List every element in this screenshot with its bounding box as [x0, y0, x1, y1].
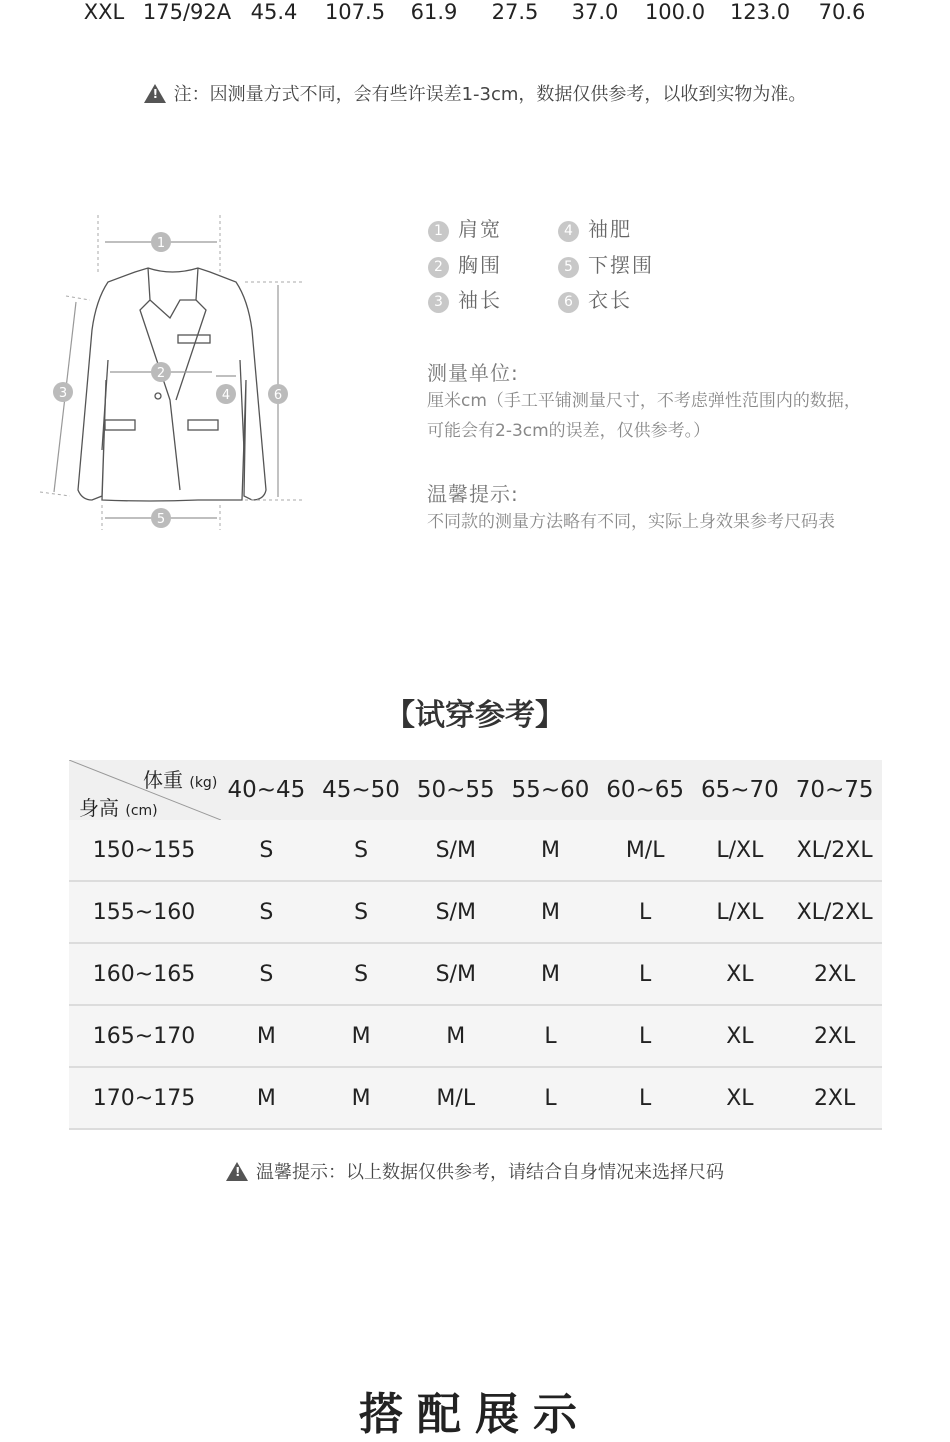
size-cell: L/XL [693, 820, 788, 881]
size-cell: 37.0 [571, 0, 619, 24]
legend-number: 4 [558, 221, 579, 242]
unit-heading: 测量单位: [427, 361, 519, 385]
legend-label: 肩宽 [458, 217, 502, 241]
size-cell: 175/92A [142, 0, 232, 24]
fit-table [69, 760, 882, 1130]
warning-icon [226, 1162, 248, 1181]
unit-line-2: 可能会有2-3cm的误差，仅供参考。） [427, 421, 711, 441]
weight-column-header: 45~50 [314, 760, 409, 820]
size-cell: 45.4 [250, 0, 298, 24]
size-cell: S [219, 820, 314, 881]
size-cell: M [314, 1005, 409, 1067]
size-cell: S/M [408, 943, 503, 1005]
size-cell: 107.5 [324, 0, 386, 24]
marker-5-label: 5 [156, 512, 166, 527]
showcase-title: 搭配展示 [359, 1389, 591, 1440]
weight-column-header: 50~55 [408, 760, 503, 820]
tip-text: 不同款的测量方法略有不同，实际上身效果参考尺码表 [427, 512, 835, 532]
measure-note [0, 80, 950, 106]
legend-number: 3 [428, 292, 449, 313]
legend-label: 衣长 [588, 288, 632, 312]
size-cell: L [503, 1067, 598, 1129]
table-row [69, 881, 882, 943]
size-cell: M [503, 881, 598, 943]
table-row [69, 820, 882, 881]
legend-item [428, 249, 502, 278]
height-cell: 165~170 [69, 1005, 219, 1067]
measure-note-text: 注：因测量方式不同，会有些许误差1-3cm，数据仅供参考，以收到实物为准。 [173, 84, 807, 105]
size-cell: 2XL [787, 1067, 882, 1129]
table-corner [69, 760, 219, 820]
marker-3-label: 3 [58, 386, 68, 401]
size-cell: XL [693, 1005, 788, 1067]
size-cell: L [598, 1067, 693, 1129]
size-cell: 61.9 [410, 0, 458, 24]
height-cell: 160~165 [69, 943, 219, 1005]
height-header [79, 792, 158, 821]
size-cell: M [219, 1067, 314, 1129]
size-cell: XL [693, 1067, 788, 1129]
fit-note-text: 温馨提示：以上数据仅供参考，请结合自身情况来选择尺码 [256, 1162, 724, 1183]
size-cell: XL/2XL [787, 881, 882, 943]
size-cell: XL [693, 943, 788, 1005]
legend-item [558, 249, 654, 278]
marker-6-label: 6 [273, 388, 283, 403]
size-cell: L [598, 943, 693, 1005]
size-cell: 123.0 [729, 0, 791, 24]
size-cell: S [314, 943, 409, 1005]
size-cell: S/M [408, 881, 503, 943]
size-cell: M [503, 943, 598, 1005]
legend-number: 1 [428, 221, 449, 242]
legend-label: 下摆围 [588, 253, 654, 277]
legend-label: 胸围 [458, 253, 502, 277]
fit-title: 【试穿参考】 [385, 698, 565, 733]
marker-4-label: 4 [221, 388, 231, 403]
legend-item [558, 284, 632, 313]
table-row [69, 1067, 882, 1129]
size-cell: S/M [408, 820, 503, 881]
weight-column-header: 40~45 [219, 760, 314, 820]
height-cell: 155~160 [69, 881, 219, 943]
legend-item [558, 213, 632, 242]
size-cell: 27.5 [491, 0, 539, 24]
weight-column-header: 60~65 [598, 760, 693, 820]
legend-label: 袖长 [458, 288, 502, 312]
height-label: 身高 [79, 796, 119, 820]
size-cell: XL/2XL [787, 820, 882, 881]
marker-1-label: 1 [156, 236, 166, 251]
warning-icon [144, 84, 166, 103]
tip-heading: 温馨提示: [427, 482, 519, 506]
table-header-row [69, 760, 882, 820]
weight-column-header: 65~70 [693, 760, 788, 820]
size-cell: 2XL [787, 1005, 882, 1067]
size-cell: M/L [598, 820, 693, 881]
size-cell: S [314, 881, 409, 943]
height-cell: 150~155 [69, 820, 219, 881]
legend-item [428, 213, 502, 242]
size-cell: M [503, 820, 598, 881]
table-row [69, 943, 882, 1005]
weight-unit: (kg) [189, 775, 218, 791]
size-cell: XXL [83, 0, 125, 24]
unit-text [427, 386, 927, 446]
size-cell: L [503, 1005, 598, 1067]
size-cell: L [598, 1005, 693, 1067]
size-cell: S [219, 881, 314, 943]
size-cell: L/XL [693, 881, 788, 943]
size-cell: 2XL [787, 943, 882, 1005]
size-row [70, 0, 870, 26]
weight-header [143, 764, 217, 793]
size-cell: M/L [408, 1067, 503, 1129]
height-cell: 170~175 [69, 1067, 219, 1129]
legend-number: 2 [428, 257, 449, 278]
legend-number: 6 [558, 292, 579, 313]
size-cell: S [219, 943, 314, 1005]
size-cell: M [314, 1067, 409, 1129]
weight-column-header: 55~60 [503, 760, 598, 820]
weight-column-header: 70~75 [787, 760, 882, 820]
legend-number: 5 [558, 257, 579, 278]
size-cell: S [314, 820, 409, 881]
size-cell: M [408, 1005, 503, 1067]
unit-line-1: 厘米cm（手工平铺测量尺寸，不考虑弹性范围内的数据， [427, 391, 861, 411]
fit-note [0, 1158, 950, 1184]
size-cell: 70.6 [818, 0, 866, 24]
weight-label: 体重 [143, 768, 183, 792]
size-cell: L [598, 881, 693, 943]
size-cell: M [219, 1005, 314, 1067]
table-row [69, 1005, 882, 1067]
marker-2-label: 2 [156, 366, 166, 381]
height-unit: (cm) [125, 803, 158, 819]
jacket-diagram [30, 200, 330, 540]
legend-item [428, 284, 502, 313]
legend-label: 袖肥 [588, 217, 632, 241]
size-cell: 100.0 [644, 0, 706, 24]
